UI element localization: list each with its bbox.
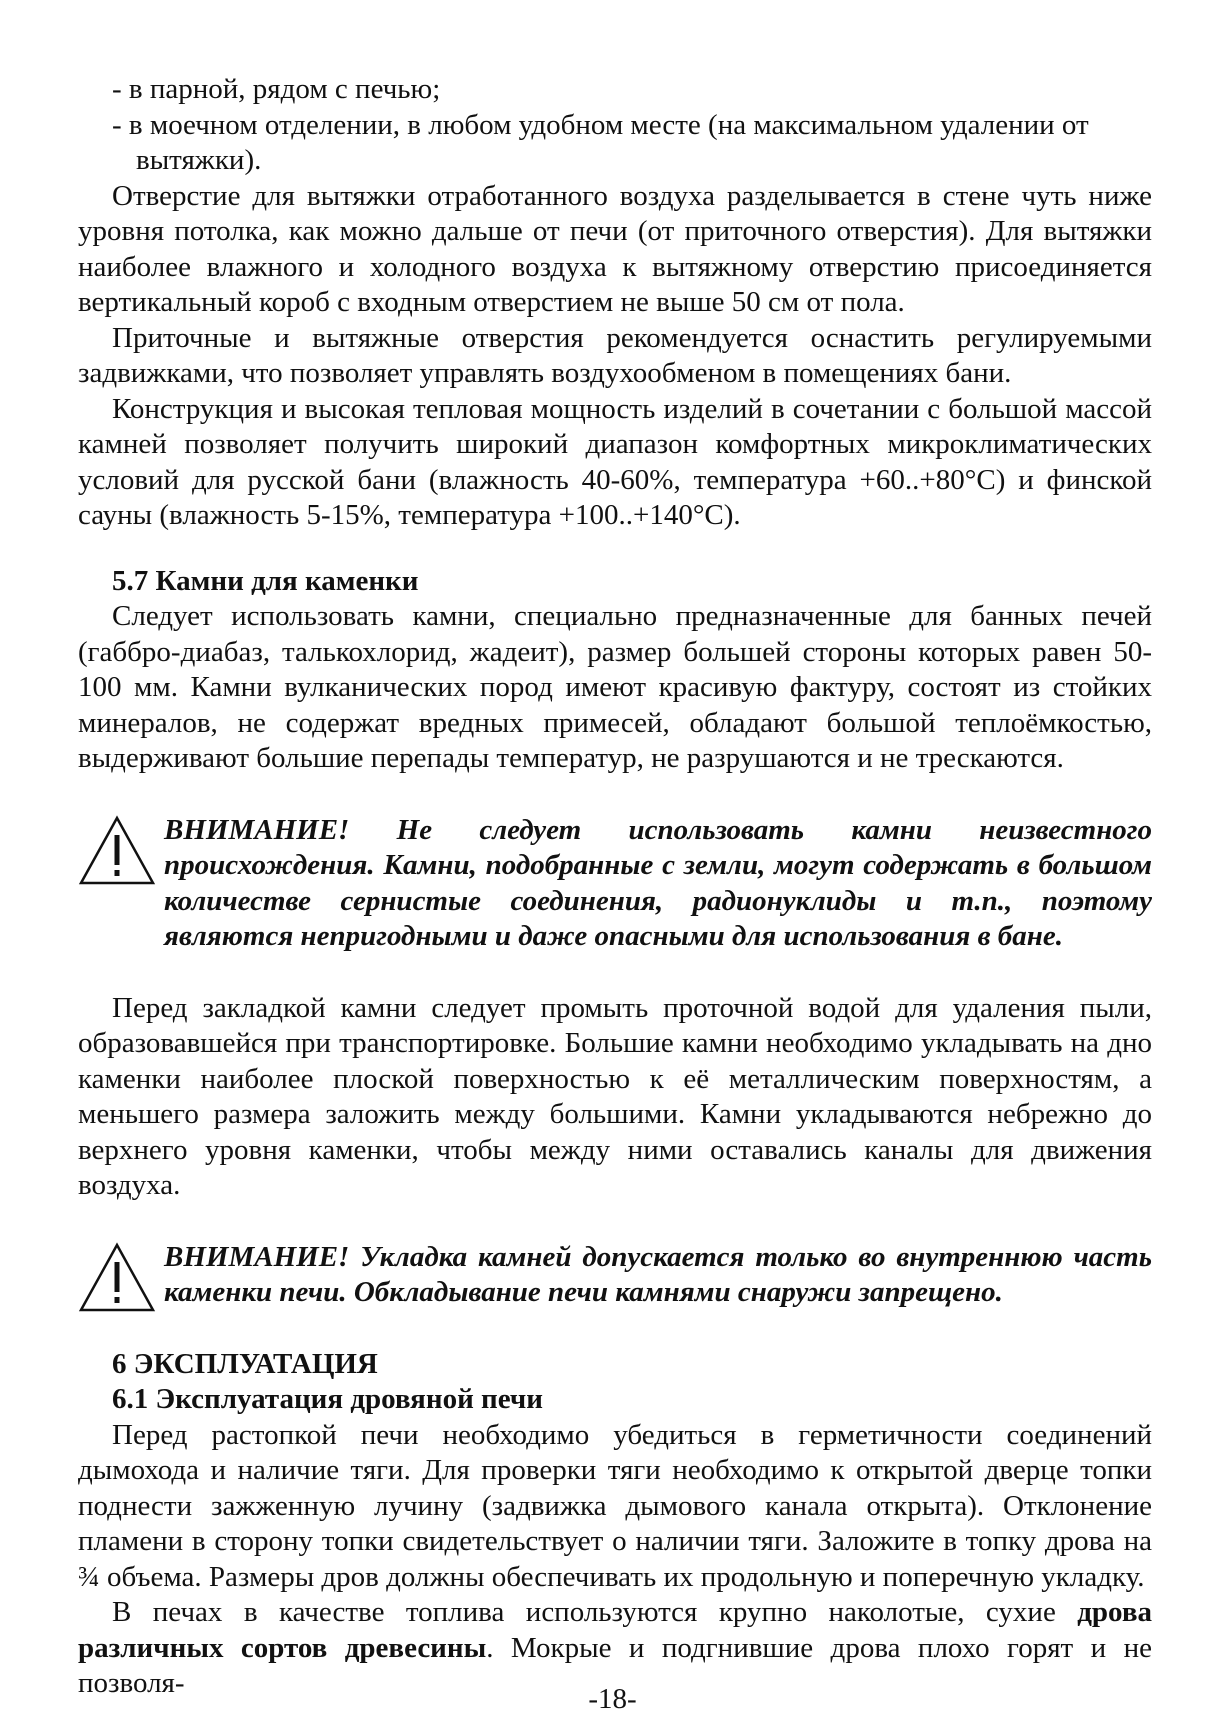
list-item: - в парной, рядом с печью; <box>112 73 441 105</box>
section-heading: 5.7 Камни для каменки <box>112 564 419 597</box>
warning-text: ВНИМАНИЕ! Не следует использовать камни неизвестного происхождения. Камни, подобранные с земли, могут содержать в большом количестве сернистые соединения, радионуклиды и т.п., поэтому являются непригодными и даже опасными для использования в бане. <box>164 813 1152 952</box>
subsection-heading: 6.1 Эксплуатация дровяной печи <box>112 1383 543 1415</box>
paragraph-text: В печах в качестве топлива используются крупно наколотые, сухие <box>112 1596 1078 1628</box>
list-item-text: - в моечном отделении, в любом удобном месте (на максимальном удалении от <box>112 108 1089 141</box>
paragraph-text: . Мокрые и подгнившие дрова плохо горят и не позволя- <box>78 1631 1152 1699</box>
warning-triangle-icon <box>78 1242 156 1314</box>
bold-text: дрова различных сортов древесины <box>78 1596 1152 1664</box>
paragraph: Конструкция и высокая тепловая мощность изделий в сочетании с большой массой камней позволяет получить широкий диапазон комфортных микроклиматических условий для русской бани (влажность 40-60%, температура +60..+80°С) и финской сауны (влажность 5-15%, температура +100..+140°С). <box>78 392 1152 531</box>
page-number: -18- <box>588 1683 637 1715</box>
list-item-continuation: вытяжки). <box>136 144 262 176</box>
paragraph: Приточные и вытяжные отверстия рекомендуется оснастить регулируемыми задвижками, что позволяет управлять воздухообменом в помещениях бани. <box>78 321 1152 389</box>
paragraph: Отверстие для вытяжки отработанного воздуха разделывается в стене чуть ниже уровня потолка, как можно дальше от печи (от приточного отверстия). Для вытяжки наиболее влажного и холодного воздуха к вытяжному отверстию присоединяется вертикальный короб с входным отверстием не выше 50 см от пола. <box>78 179 1152 318</box>
warning-block <box>78 1240 1152 1311</box>
warning-triangle-icon <box>78 815 156 887</box>
warning-block <box>78 813 1152 955</box>
paragraph: Перед растопкой печи необходимо убедиться в герметичности соединений дымохода и наличие тяги. Для проверки тяги необходимо к открытой дверце топки поднести зажженную лучину (задвижка дымового канала открыта). Отклонение пламени в сторону топки свидетельствует о наличии тяги. Заложите в топку дрова на ¾ объема. Размеры дров должны обеспечивать их продольную и поперечную укладку. <box>78 1418 1152 1593</box>
warning-text: ВНИМАНИЕ! Укладка камней допускается только во внутреннюю часть каменки печи. Обкладывание печи камнями снаружи запрещено. <box>164 1240 1152 1308</box>
paragraph: Следует использовать камни, специально предназначенные для банных печей (габбро-диабаз, талькохлорид, жадеит), размер большей стороны которых равен 50-100 мм. Камни вулканических пород имеют красивую фактуру, состоят из стойких минералов, не содержат вредных примесей, обладают большой теплоёмкостью, выдерживают большие перепады температур, не разрушаются и не трескаются. <box>78 600 1152 774</box>
document-page <box>78 72 1152 1702</box>
section-heading: 6 ЭКСПЛУАТАЦИЯ <box>112 1347 378 1380</box>
list-item <box>78 108 1152 179</box>
paragraph: Перед закладкой камни следует промыть проточной водой для удаления пыли, образовавшейся при транспортировке. Большие камни необходимо укладывать на дно каменки наиболее плоской поверхностью к её металлическим поверхностям, а меньшего размера заложить между большими. Камни укладываются небрежно до верхнего уровня каменки, чтобы между ними оставались каналы для движения воздуха. <box>78 991 1152 1201</box>
